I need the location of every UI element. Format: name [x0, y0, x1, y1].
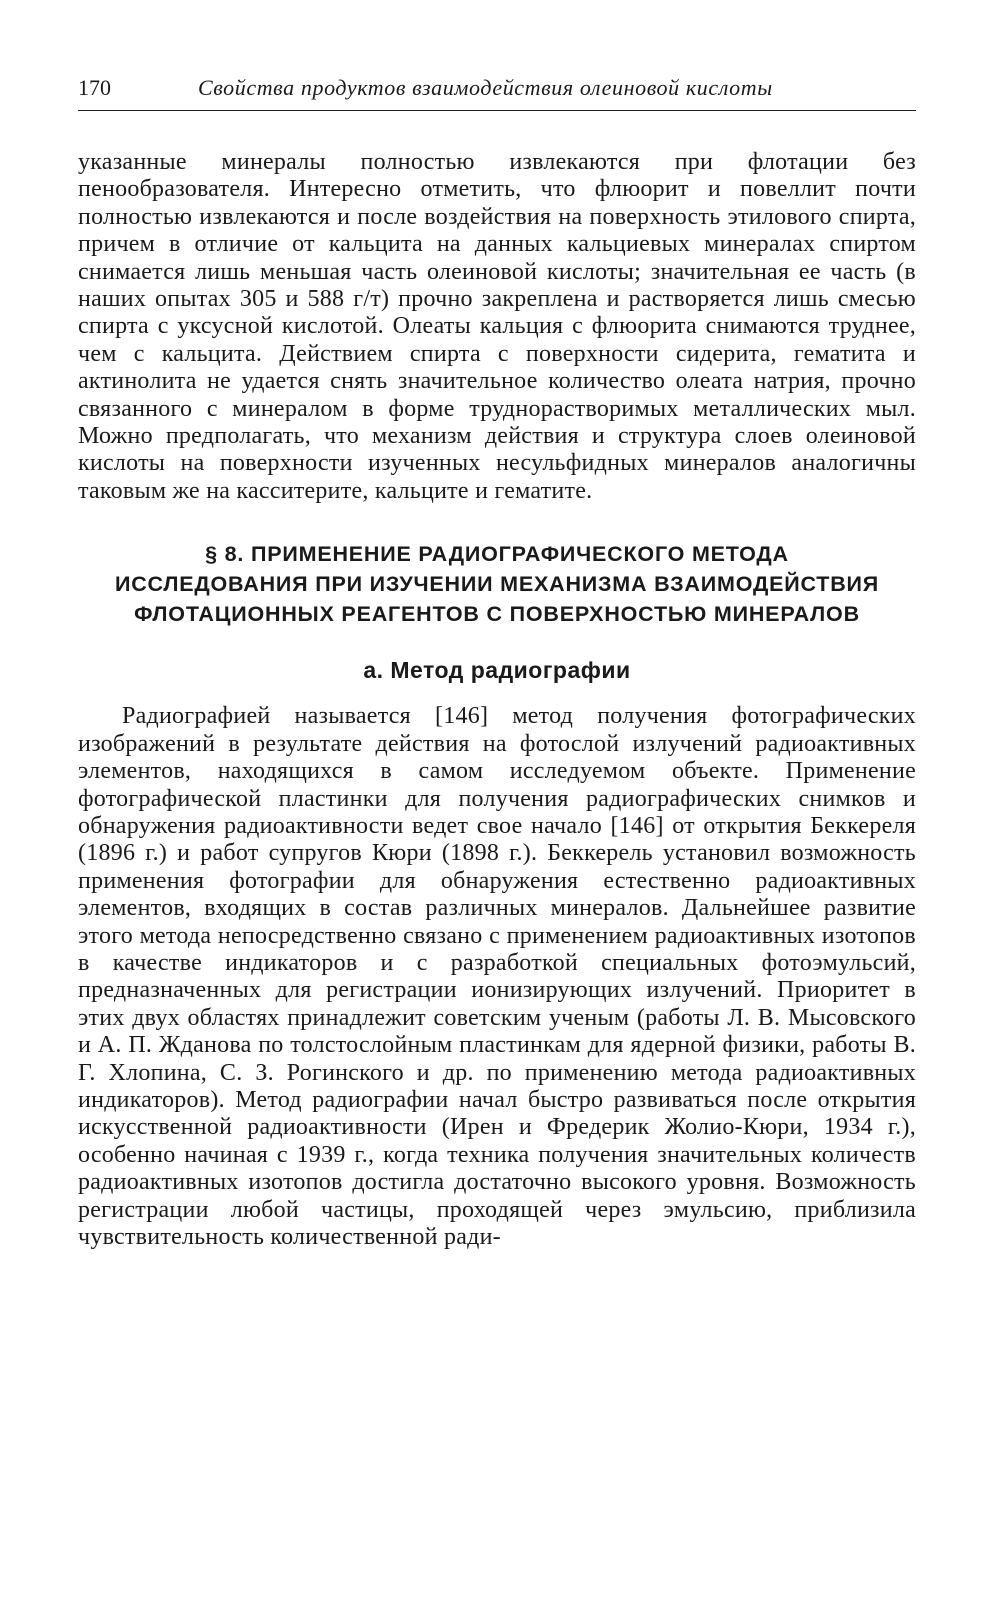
- page-number: 170: [78, 75, 111, 100]
- section-heading-line: § 8. ПРИМЕНЕНИЕ РАДИОГРАФИЧЕСКОГО МЕТОДА: [205, 542, 789, 567]
- section-heading: [78, 539, 916, 629]
- book-page: [78, 72, 916, 1251]
- running-title: Свойства продуктов взаимодействия олеиновой кислоты: [198, 75, 773, 100]
- section-heading-line: ИССЛЕДОВАНИЯ ПРИ ИЗУЧЕНИИ МЕХАНИЗМА ВЗАИМОДЕЙСТВИЯ: [114, 572, 880, 597]
- subsection-heading: а. Метод радиографии: [363, 657, 631, 684]
- body-paragraph-1: указанные минералы полностью извлекаются при флотации без пенообразователя. Интересно отметить, что флюорит и повеллит почти полностью извлекаются и после воздействия на поверхность этилового спирта, причем в отличие от кальцита на данных кальциевых минералах спиртом снимается лишь меньшая часть олеиновой кислоты; значительная ее часть (в наших опытах 305 и 588 г/т) прочно закреплена и растворяется лишь смесью спирта с уксусной кислотой. Олеаты кальция с флюорита снимаются труднее, чем с кальцита. Действием спирта с поверхности сидерита, гематита и актинолита не удается снять значительное количество олеата натрия, прочно связанного с минералом в форме труднорастворимых металлических мыл. Можно предполагать, что механизм действия и структура слоев олеиновой кислоты на поверхности изученных несульфидных минералов аналогичны таковым же на касситерите, кальците и гематите.: [78, 149, 916, 504]
- body-paragraph-2: Радиографией называется [146] метод получения фотографических изображений в результате действия на фотослой излучений радиоактивных элементов, находящихся в самом исследуемом объекте. Применение фотографической пластинки для получения радиографических снимков и обнаружения радиоактивности ведет свое начало [146] от открытия Беккереля (1896 г.) и работ супругов Кюри (1898 г.). Беккерель установил возможность применения фотографии для обнаружения естественно радиоактивных элементов, входящих в состав различных минералов. Дальнейшее развитие этого метода непосредственно связано с применением радиоактивных изотопов в качестве индикаторов и с разработкой специальных фотоэмульсий, предназначенных для регистрации ионизирующих излучений. Приоритет в этих двух областях принадлежит советским ученым (работы Л. В. Мысовского и А. П. Жданова по толстослойным пластинкам для ядерной физики, работы В. Г. Хлопина, С. З. Рогинского и др. по применению метода радиоактивных индикаторов). Метод радиографии начал быстро развиваться после открытия искусственной радиоактивности (Ирен и Фредерик Жолио-Кюри, 1934 г.), особенно начиная с 1939 г., когда техника получения значительных количеств радиоактивных изотопов достигла достаточно высокого уровня. Возможность регистрации любой частицы, проходящей через эмульсию, приблизила чувствительность количественной ради-: [78, 703, 916, 1250]
- section-heading-line: ФЛОТАЦИОННЫХ РЕАГЕНТОВ С ПОВЕРХНОСТЬЮ МИНЕРАЛОВ: [134, 602, 860, 627]
- running-header: [78, 72, 916, 111]
